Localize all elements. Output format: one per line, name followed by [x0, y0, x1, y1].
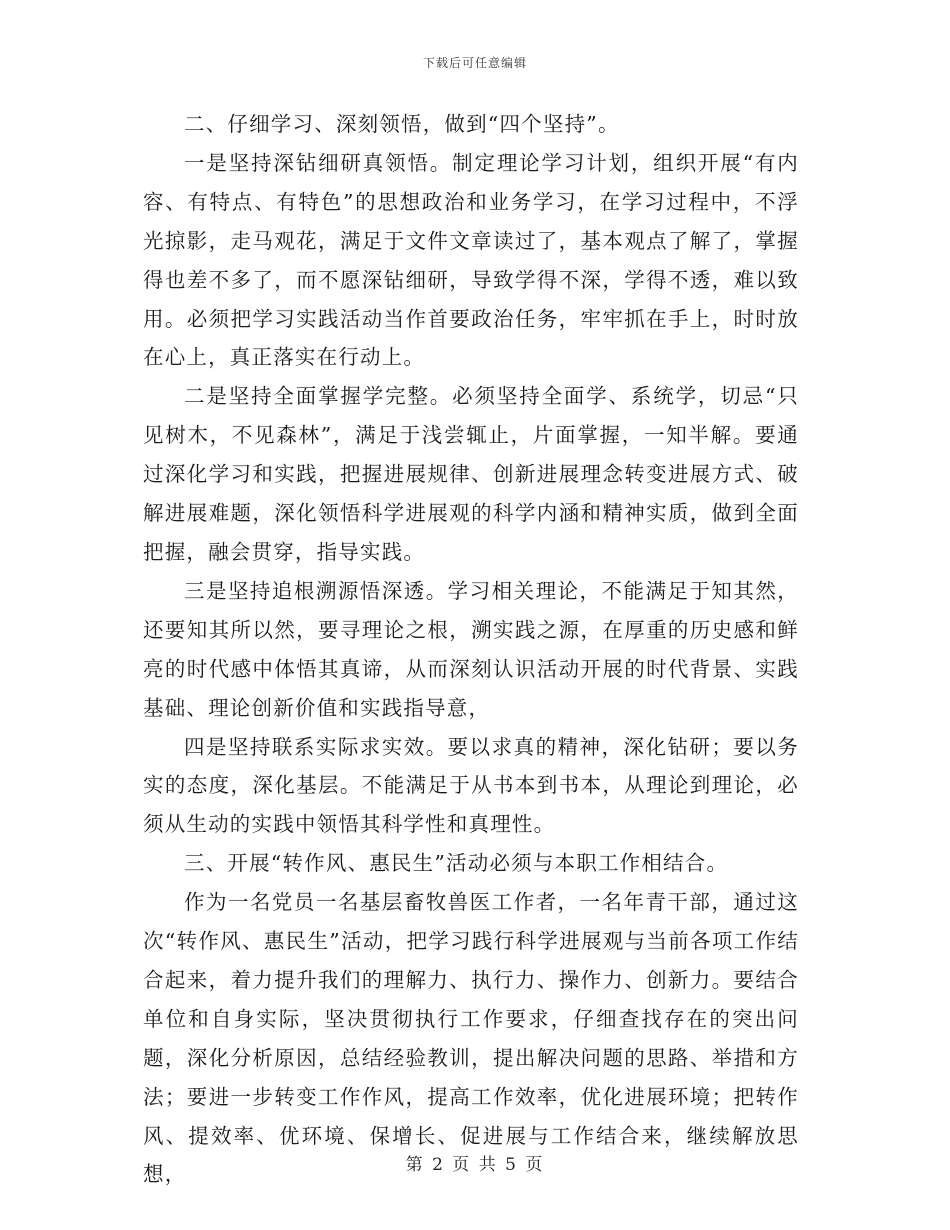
section-heading-3: 三、开展“转作风、惠民生”活动必须与本职工作相结合。 [184, 851, 729, 876]
page-number-footer: 第 2 页 共 5 页 [405, 1155, 545, 1175]
paragraph-point-2: 二是坚持全面掌握学完整。必须坚持全面学、系统学，切忌“只见树木，不见森林”，满足于浅尝辄止，片面掌握，一知半解。要通过深化学习和实践，把握进展规律、创新进展理念转变进展方式、破解进展难题，深化领悟科学进展观的科学内涵和精神实质，做到全面把握，融会贯穿，指导实践。 [143, 384, 799, 564]
paragraph-point-1: 一是坚持深钻细研真领悟。制定理论学习计划，组织开展“有内容、有特点、有特色”的思想政治和业务学习，在学习过程中，不浮光掠影，走马观花，满足于文件文章读过了，基本观点了解了，掌握得也差不多了，而不愿深钻细研，导致学得不深，学得不透，难以致用。必须把学习实践活动当作首要政治任务，牢牢抓在手上，时时放在心上，真正落实在行动上。 [143, 150, 799, 370]
paragraph-section-3-body: 作为一名党员一名基层畜牧兽医工作者，一名年青干部，通过这次“转作风、惠民生”活动，把学习践行科学进展观与当前各项工作结合起来，着力提升我们的理解力、执行力、操作力、创新力。要结合单位和自身实际，坚决贯彻执行工作要求，仔细查找存在的突出问题，深化分析原因，总结经验教训，提出解决问题的思路、举措和方法；要进一步转变工作作风，提高工作效率，优化进展环境；把转作风、提效率、优环境、保增长、促进展与工作结合来，继续解放思想， [143, 890, 799, 1187]
paragraph-point-3: 三是坚持追根溯源悟深透。学习相关理论，不能满足于知其然，还要知其所以然，要寻理论之根，溯实践之源，在厚重的历史感和鲜亮的时代感中体悟其真谛，从而深刻认识活动开展的时代背景、实践基础、理论创新价值和实践指导意， [143, 578, 799, 720]
section-heading-2: 二、仔细学习、深刻领悟，做到“四个坚持”。 [184, 112, 620, 136]
document-body [143, 105, 799, 1194]
page-header: 下载后可任意编辑 [422, 56, 527, 70]
paragraph-point-4: 四是坚持联系实际求实效。要以求真的精神，深化钻研；要以务实的态度，深化基层。不能满足于从书本到书本，从理论到理论，必须从生动的实践中领悟其科学性和真理性。 [143, 734, 799, 837]
